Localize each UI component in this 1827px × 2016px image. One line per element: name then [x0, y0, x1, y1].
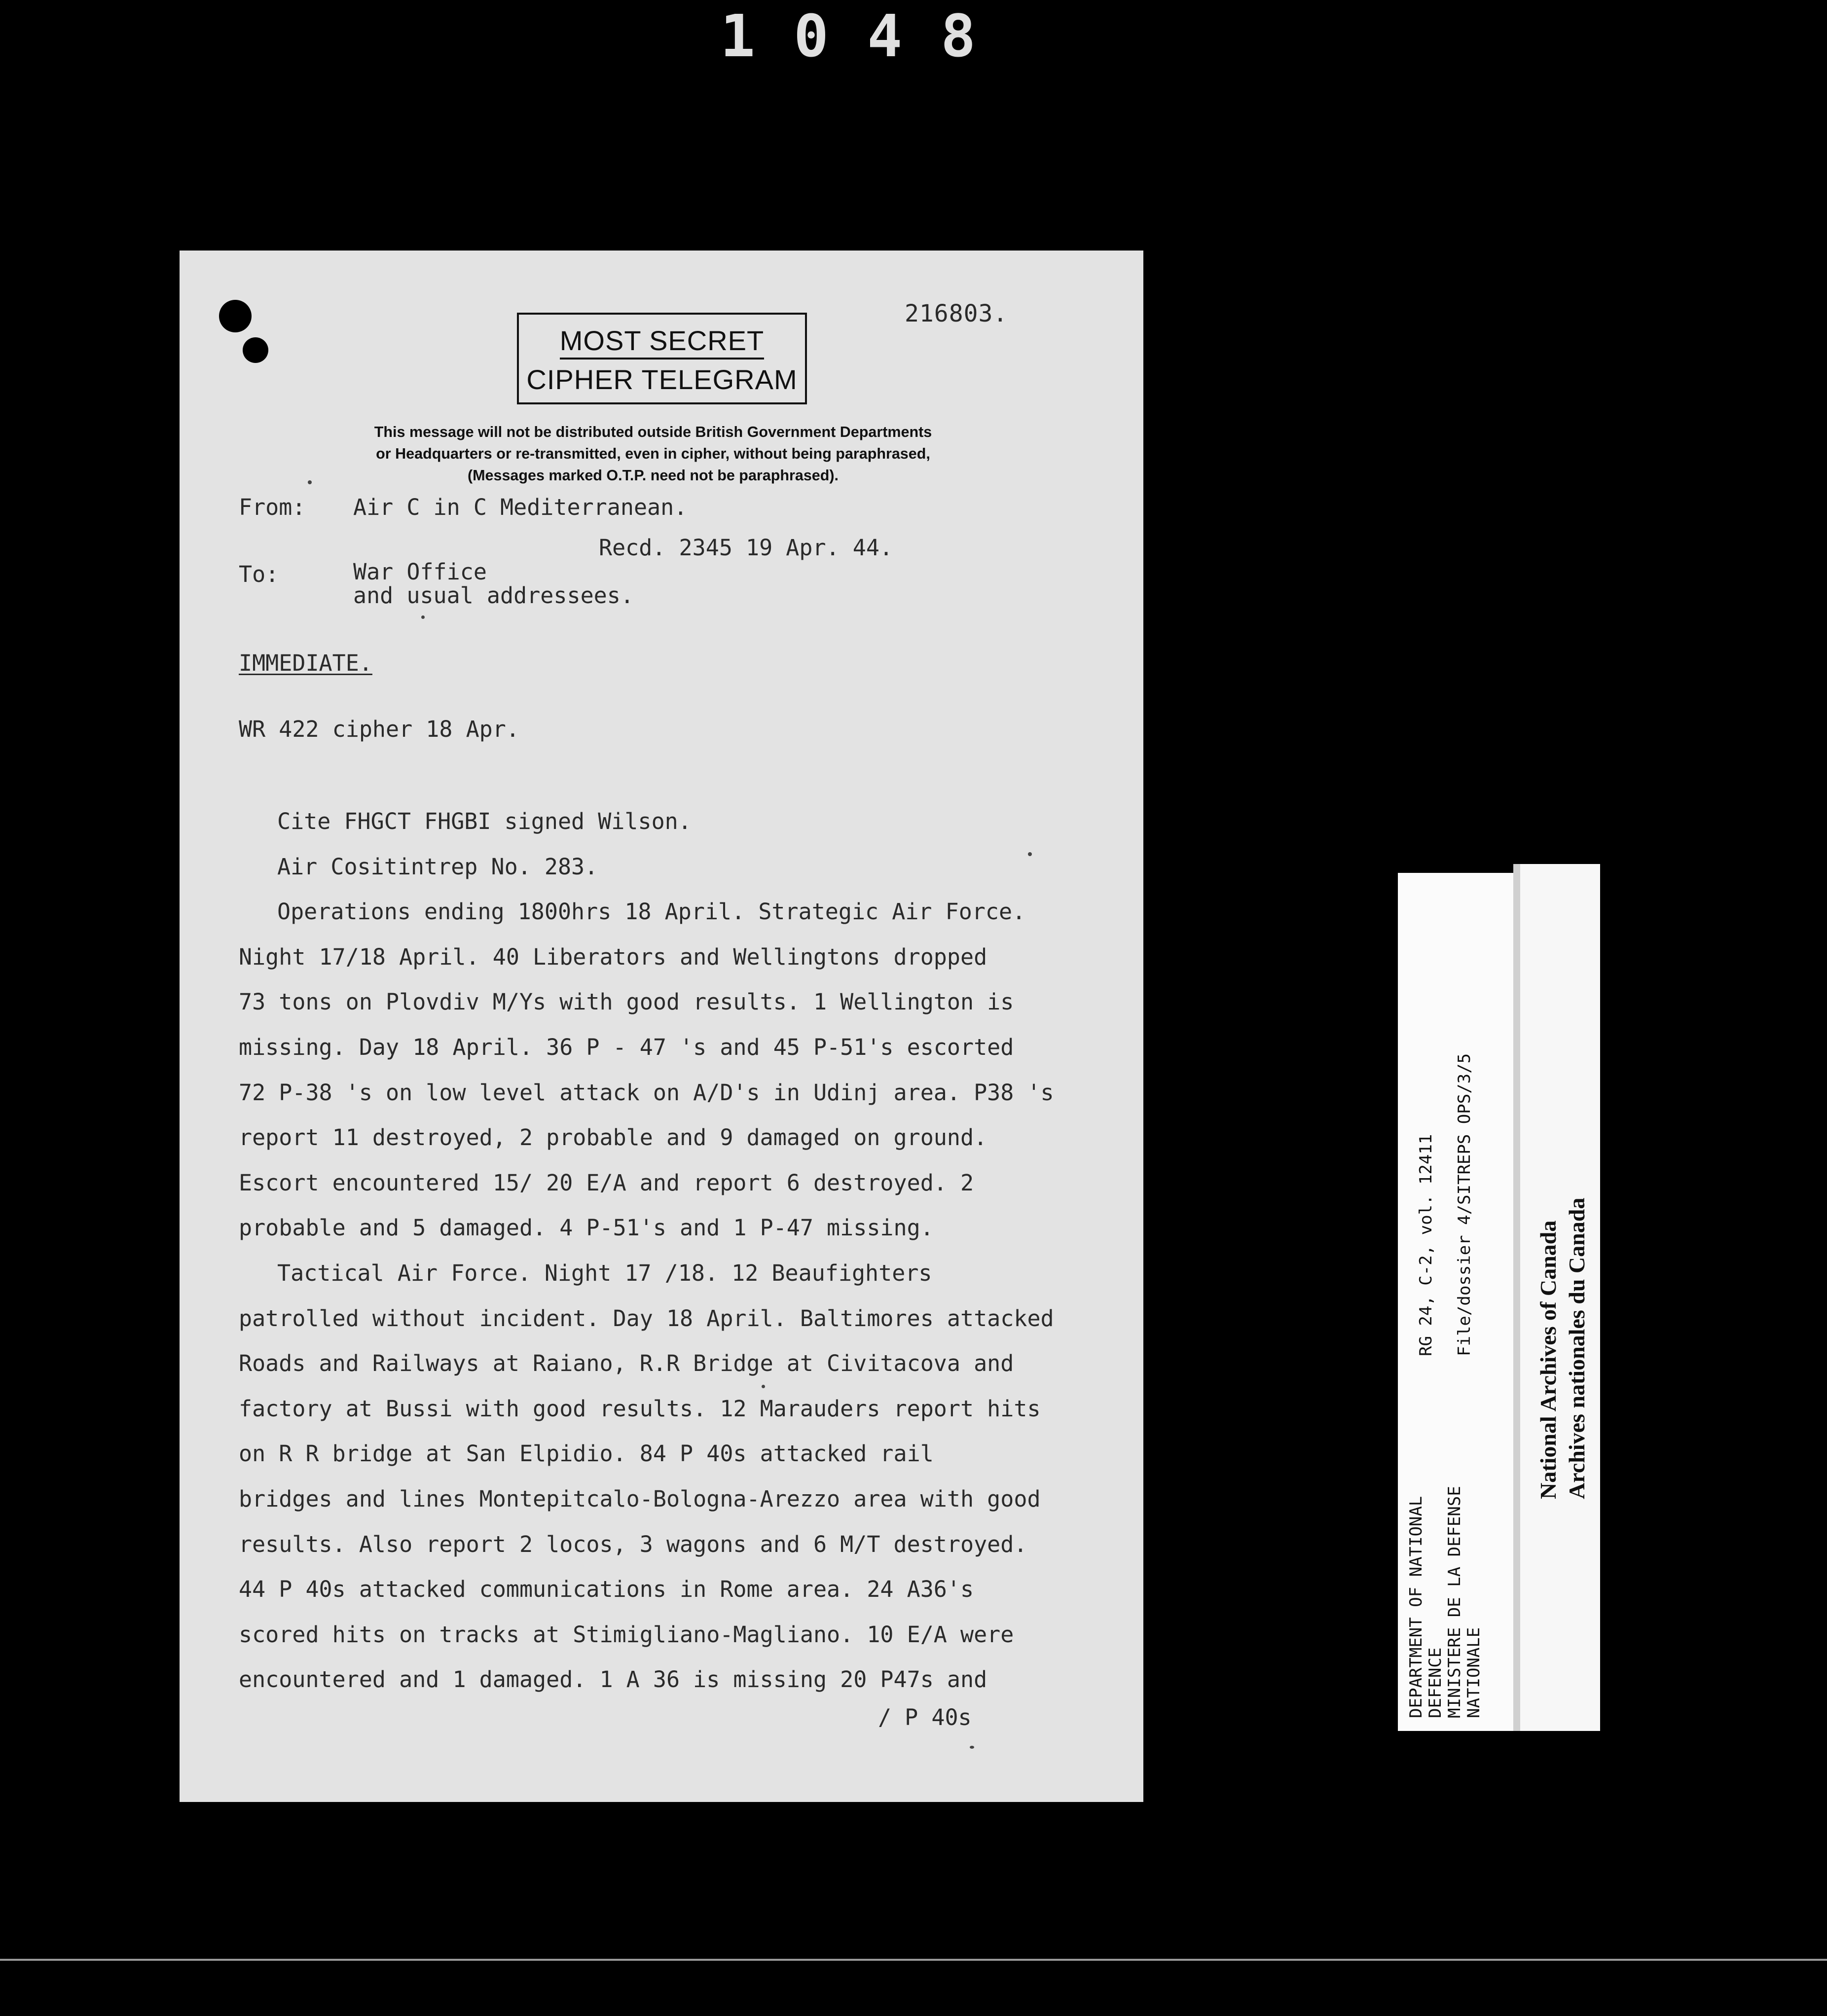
film-speck [970, 1746, 974, 1749]
from-value: Air C in C Mediterranean. [353, 494, 688, 520]
archives-name-label [1513, 864, 1600, 1731]
film-speck [308, 480, 312, 484]
received-timestamp: Recd. 2345 19 Apr. 44. [599, 535, 893, 561]
classification-stamp [517, 313, 807, 404]
body-line: patrolled without incident. Day 18 April. Baltimores attacked [239, 1305, 1054, 1332]
body-line: Operations ending 1800hrs 18 April. Strategic Air Force. [277, 899, 1026, 925]
notice-line: or Headquarters or re-transmitted, even in cipher, without being paraphrased, [376, 445, 930, 462]
to-line: and usual addressees. [353, 582, 634, 609]
telegram-page [180, 251, 1143, 1802]
archive-reference-label [1398, 873, 1518, 1731]
notice-line: (Messages marked O.T.P. need not be paraphrased). [467, 467, 839, 484]
body-line: Tactical Air Force. Night 17 /18. 12 Beaufighters [277, 1260, 932, 1286]
body-line: Air Cositintrep No. 283. [277, 853, 598, 880]
body-line: on R R bridge at San Elpidio. 84 P 40s attacked rail [239, 1440, 934, 1467]
body-line: scored hits on tracks at Stimigliano-Magliano. 10 E/A were [239, 1621, 1014, 1648]
body-line: factory at Bussi with good results. 12 Marauders report hits [239, 1395, 1041, 1422]
classification-line-1: MOST SECRET [560, 324, 764, 360]
microfilm-frame-number: 1048 [720, 2, 1015, 70]
body-line: encountered and 1 damaged. 1 A 36 is missing 20 P47s and [239, 1666, 987, 1693]
body-line: Night 17/18 April. 40 Liberators and Wellingtons dropped [239, 943, 987, 970]
film-edge-rule [0, 1959, 1827, 1961]
body-line: 73 tons on Plovdiv M/Ys with good results. 1 Wellington is [239, 989, 1014, 1015]
punch-hole [243, 337, 268, 363]
body-line: Cite FHGCT FHGBI signed Wilson. [277, 808, 692, 834]
priority-marker: IMMEDIATE. [239, 650, 372, 676]
body-line: bridges and lines Montepitcalo-Bologna-Arezzo area with good [239, 1485, 1041, 1512]
distribution-notice [303, 421, 1003, 486]
department-name: DEPARTMENT OF NATIONAL DEFENCE MINISTERE DE LA DEFENSE NATIONALE [1406, 1486, 1484, 1718]
to-line: War Office [353, 559, 487, 585]
from-label: From: [239, 494, 306, 520]
to-label: To: [239, 561, 279, 587]
body-line: report 11 destroyed, 2 probable and 9 damaged on ground. [239, 1124, 987, 1151]
body-line: 72 P-38 's on low level attack on A/D's in Udinj area. P38 's [239, 1079, 1054, 1106]
continuation-marker: / P 40s [878, 1704, 972, 1730]
to-value [353, 560, 634, 608]
archives-names: National Archives of Canada Archives nationales du Canada [1535, 1197, 1589, 1499]
film-speck [1028, 852, 1032, 856]
cipher-reference: WR 422 cipher 18 Apr. [239, 716, 519, 742]
notice-line: This message will not be distributed outside British Government Departments [374, 424, 932, 440]
film-speck [762, 1385, 765, 1388]
body-line: missing. Day 18 April. 36 P - 47 's and 45 P-51's escorted [239, 1034, 1014, 1060]
punch-hole [219, 300, 252, 332]
classification-line-2: CIPHER TELEGRAM [526, 364, 798, 395]
archive-reference: RG 24, C-2, vol. 12411 File/dossier 4/SITREPS OPS/3/5 [1416, 1053, 1474, 1356]
message-body [239, 799, 1117, 1702]
body-line: Roads and Railways at Raiano, R.R Bridge at Civitacova and [239, 1350, 1014, 1377]
body-line: results. Also report 2 locos, 3 wagons and 6 M/T destroyed. [239, 1531, 1027, 1557]
film-speck [421, 615, 425, 619]
body-line: probable and 5 damaged. 4 P-51's and 1 P-47 missing. [239, 1215, 934, 1241]
body-line: Escort encountered 15/ 20 E/A and report 6 destroyed. 2 [239, 1169, 974, 1196]
body-line: 44 P 40s attacked communications in Rome area. 24 A36's [239, 1576, 974, 1603]
serial-number: 216803. [905, 300, 1008, 327]
